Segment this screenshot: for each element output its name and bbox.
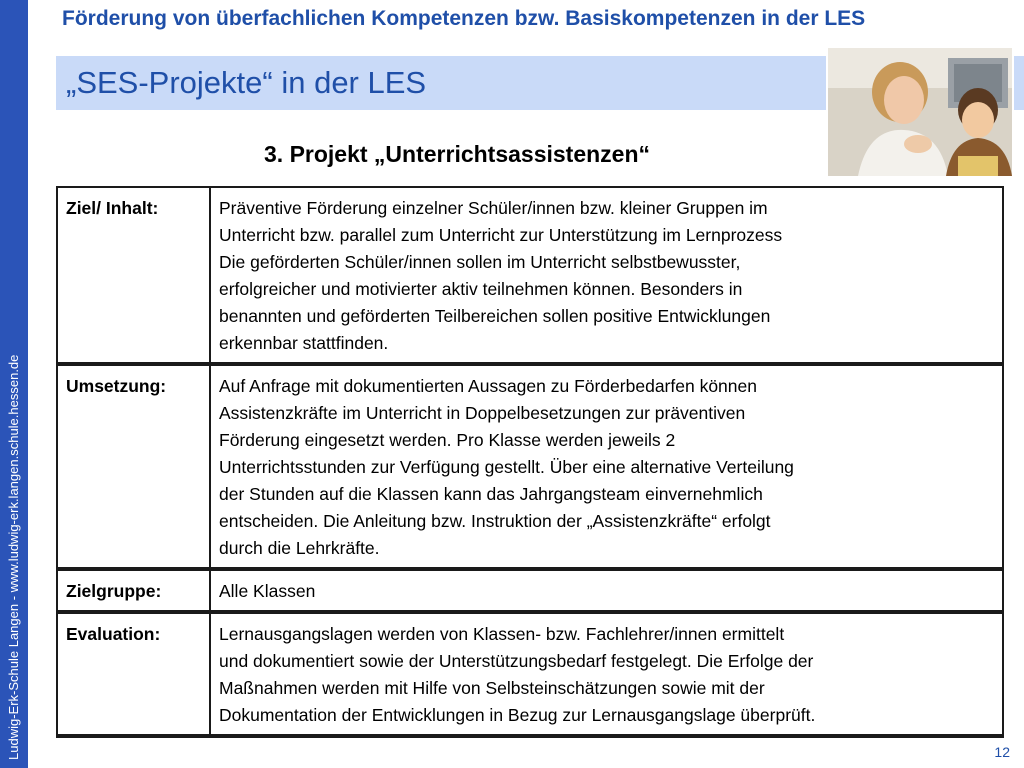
teacher-student-photo: [826, 46, 1014, 178]
row-text-line: Die geförderten Schüler/innen sollen im Unterricht selbstbewusster,: [219, 252, 741, 272]
row-text-line: Förderung eingesetzt werden. Pro Klasse werden jeweils 2: [219, 430, 676, 450]
row-text-line: erfolgreicher und motivierter aktiv teilnehmen können. Besonders in: [219, 279, 743, 299]
row-text-line: Assistenzkräfte im Unterricht in Doppelbesetzungen zur präventiven: [219, 403, 746, 423]
table-row: [57, 612, 1003, 736]
row-text-line: erkennbar stattfinden.: [219, 333, 389, 353]
row-text-line: Alle Klassen: [219, 581, 316, 601]
table-row: [57, 364, 1003, 569]
row-text-line: Maßnahmen werden mit Hilfe von Selbsteinschätzungen sowie mit der: [219, 678, 765, 698]
table-row: [57, 187, 1003, 364]
row-text-line: Dokumentation der Entwicklungen in Bezug zur Lernausgangslage überprüft.: [219, 705, 816, 725]
row-text-line: der Stunden auf die Klassen kann das Jahrgangsteam einvernehmlich: [219, 484, 763, 504]
photo-illustration: [828, 48, 1012, 176]
project-info-table: [56, 186, 1004, 738]
page-number: 12: [994, 744, 1010, 760]
row-text-line: benannten und geförderten Teilbereichen sollen positive Entwicklungen: [219, 306, 771, 326]
row-label: Evaluation:: [57, 612, 210, 736]
row-text-line: durch die Lehrkräfte.: [219, 538, 380, 558]
row-text-line: Auf Anfrage mit dokumentierten Aussagen zu Förderbedarfen können: [219, 376, 757, 396]
row-text-line: Unterrichtsstunden zur Verfügung gestellt. Über eine alternative Verteilung: [219, 457, 794, 477]
row-text-line: Lernausgangslagen werden von Klassen- bzw. Fachlehrer/innen ermittelt: [219, 624, 785, 644]
row-label: Zielgruppe:: [57, 569, 210, 612]
row-text-line: und dokumentiert sowie der Unterstützungsbedarf festgelegt. Die Erfolge der: [219, 651, 814, 671]
table-row: [57, 569, 1003, 612]
row-content: [210, 187, 1003, 364]
row-text-line: Unterricht bzw. parallel zum Unterricht zur Unterstützung im Lernprozess: [219, 225, 783, 245]
row-content: [210, 364, 1003, 569]
row-content: [210, 569, 1003, 612]
row-content: [210, 612, 1003, 736]
row-label: Umsetzung:: [57, 364, 210, 569]
sidebar: [0, 0, 28, 768]
row-label: Ziel/ Inhalt:: [57, 187, 210, 364]
header-title: Förderung von überfachlichen Kompetenzen bzw. Basiskompetenzen in der LES: [62, 7, 866, 30]
project-subtitle: 3. Projekt „Unterrichtsassistenzen“: [264, 141, 651, 167]
row-text-line: entscheiden. Die Anleitung bzw. Instruktion der „Assistenzkräfte“ erfolgt: [219, 511, 771, 531]
row-text-line: Präventive Förderung einzelner Schüler/innen bzw. kleiner Gruppen im: [219, 198, 768, 218]
sidebar-school-text: Ludwig-Erk-Schule Langen - www.ludwig-erk.langen.schule.hessen.de: [6, 354, 21, 760]
banner-title: „SES-Projekte“ in der LES: [66, 65, 427, 100]
